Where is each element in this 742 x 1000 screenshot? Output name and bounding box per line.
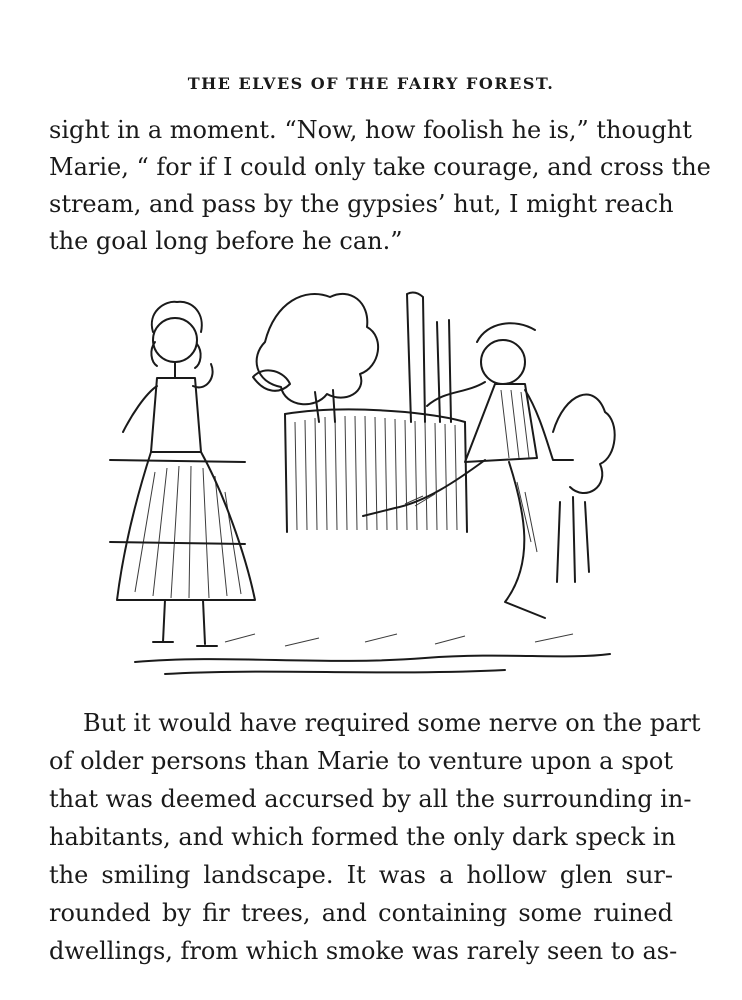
text-line: But it would have required some nerve on the part [83,709,701,737]
tree-foliage-left [257,294,378,404]
text-line: that was deemed accursed by all the surrounding in- [49,785,692,813]
engraving-girl-and-running-boy-icon [105,282,625,682]
text-line: of older persons than Marie to venture upon a spot [49,747,673,775]
text-line: rounded by fir trees, and containing some ruined [49,899,673,927]
text-line: dwellings, from which smoke was rarely seen to as- [49,937,678,965]
post-small [437,320,451,422]
skirt-hatching [135,466,241,598]
post-right [407,293,425,422]
bush-right [553,395,615,493]
ground-hatching [225,634,573,646]
running-title: THE ELVES OF THE FAIRY FOREST. [187,74,555,93]
ground-line [135,654,610,662]
text-line: the goal long before he can.” [49,227,403,255]
boy-figure [363,323,573,618]
ground-line-2 [165,670,505,674]
engraving-illustration [105,282,625,682]
text-line: sight in a moment. “Now, how foolish he is,” thought [49,116,692,144]
tree-foliage-lower [253,370,290,390]
text-line: habitants, and which formed the only dark speck in [49,823,676,851]
text-line: stream, and pass by the gypsies’ hut, I might reach [49,190,674,218]
text-line: the smiling landscape. It was a hollow glen sur- [49,861,673,889]
bush-stalks [557,497,589,582]
girl-figure [117,302,255,646]
text-line: Marie, “ for if I could only take courage, and cross the [49,153,711,181]
paragraph-continued [49,112,711,260]
paragraph-new [49,704,701,970]
